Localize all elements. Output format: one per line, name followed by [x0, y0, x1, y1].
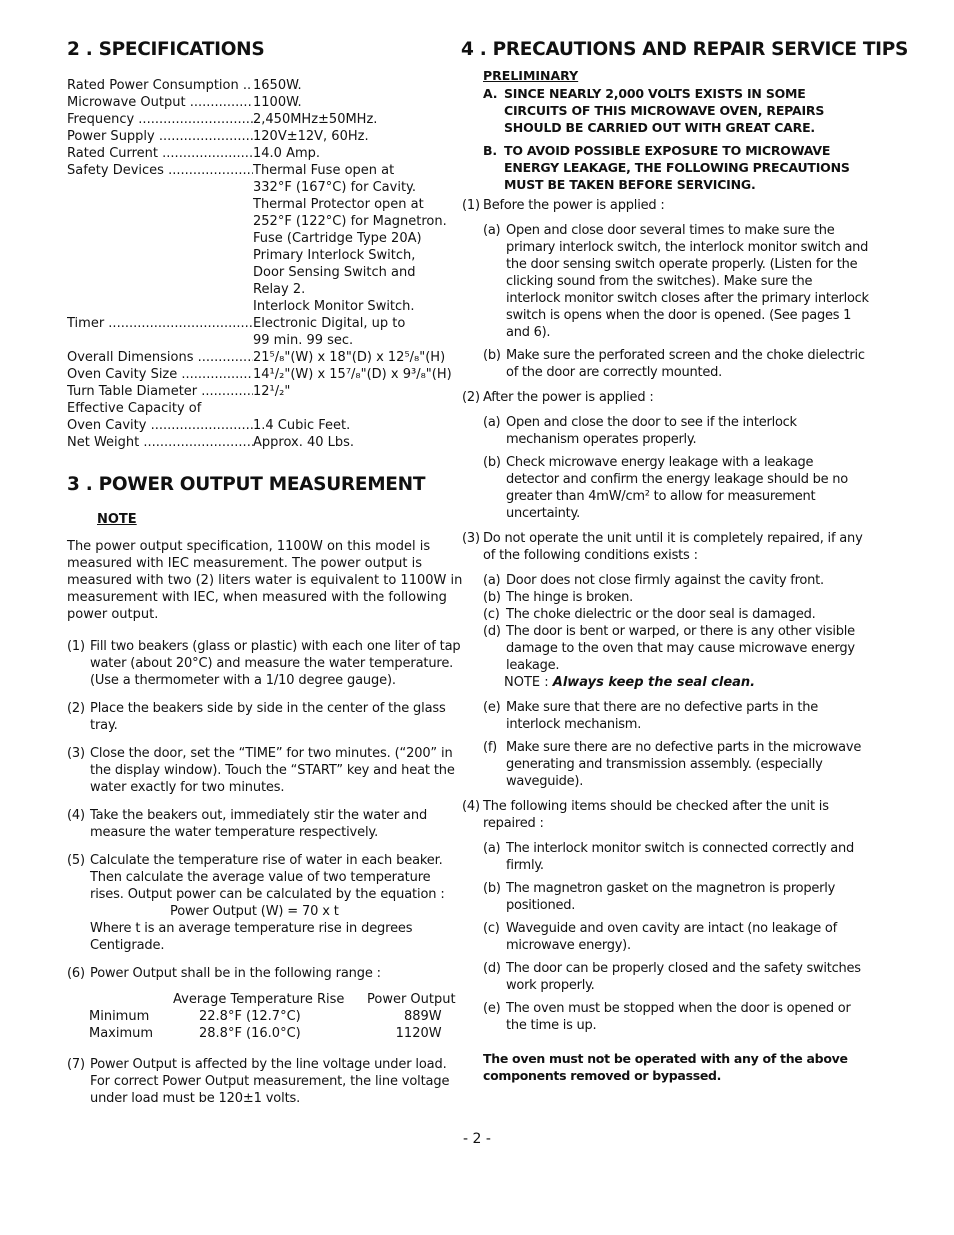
- item-letter: (b): [483, 348, 501, 363]
- col-temp-header: Average Temperature Rise: [173, 992, 345, 1007]
- spec-value: Relay 2.: [253, 282, 306, 297]
- range-row-min: [89, 1008, 456, 1025]
- step-5: [67, 852, 467, 954]
- spec-value: 2,450MHz±50MHz.: [253, 112, 378, 127]
- power-equation: Power Output (W) = 70 x t: [170, 904, 339, 919]
- spec-value: 14¹/₂"(W) x 15⁷/₈"(D) x 9³/₈"(H): [253, 367, 452, 382]
- spec-values: [253, 315, 467, 349]
- step-number: (2): [67, 701, 85, 716]
- spec-row: [67, 77, 467, 94]
- section-3-items-a: [462, 572, 869, 674]
- item-text: The door is bent or warped, or there is any other visible damage to the oven that may cause microwave energy leakage.: [506, 624, 855, 673]
- spec-value: 21⁵/₈"(W) x 18"(D) x 12⁵/₈"(H): [253, 350, 446, 365]
- spec-row: [67, 349, 467, 366]
- range-label: Maximum: [89, 1026, 154, 1041]
- spec-row: [67, 145, 467, 162]
- step-text: Power Output shall be in the following range :: [90, 966, 381, 981]
- item-text: The oven must be stopped when the door is opened or the time is up.: [506, 1001, 851, 1033]
- note-title: NOTE: [97, 512, 137, 527]
- note-text: Always keep the seal clean.: [552, 675, 756, 690]
- specifications-heading: 2 . SPECIFICATIONS: [67, 39, 265, 60]
- item-letter: (e): [483, 700, 501, 715]
- spec-value: Thermal Protector open at: [253, 197, 424, 212]
- seal-note: [483, 674, 869, 691]
- spec-row: [67, 128, 467, 145]
- step-1: [67, 638, 467, 689]
- sub-item: [462, 960, 869, 994]
- section-text: The following items should be checked after the unit is repaired :: [483, 799, 829, 831]
- spec-value: 252°F (122°C) for Magnetron.: [253, 214, 447, 229]
- range-power: 889W: [403, 1009, 442, 1024]
- item-letter: A.: [483, 86, 498, 101]
- item-text: Make sure that there are no defective parts in the interlock mechanism.: [506, 700, 819, 732]
- item-letter: (a): [483, 223, 501, 238]
- spec-label: Safety Devices .....: [67, 162, 253, 315]
- right-column: [461, 38, 909, 1084]
- section-2-items: [462, 414, 869, 522]
- spec-label: Frequency .....: [67, 111, 253, 128]
- spec-label: Effective Capacity of: [67, 401, 202, 416]
- item-letter: (d): [483, 961, 501, 976]
- specifications-table: [67, 77, 467, 451]
- spec-value: Interlock Monitor Switch.: [253, 299, 415, 314]
- section-number: (4): [462, 799, 480, 814]
- power-output-intro: The power output specification, 1100W on this model is measured with IEC measurement. The power output is measured with two (2) liters water is equivalent to 1100W in measurement with IEC, when measured with the following power output.: [67, 539, 463, 622]
- range-row-max: [89, 1025, 456, 1042]
- range-temp: 28.8°F (16.0°C): [199, 1026, 301, 1041]
- spec-row: [67, 315, 467, 349]
- step-number: (5): [67, 853, 85, 868]
- power-output-heading: 3 . POWER OUTPUT MEASUREMENT: [67, 474, 426, 495]
- step-text: Calculate the temperature rise of water in each beaker. Then calculate the average value of two temperature rises. Output power can be calculated by the equation :: [90, 853, 445, 902]
- item-letter: (c): [483, 921, 500, 936]
- section-number: (1): [462, 198, 480, 213]
- item-text: The hinge is broken.: [506, 590, 633, 605]
- spec-label: Oven Cavity Size .....: [67, 366, 253, 383]
- spec-row: [67, 162, 467, 315]
- spec-row: [67, 417, 467, 434]
- spec-label: Rated Power Consumption ..: [67, 78, 252, 93]
- step-2: [67, 700, 467, 734]
- precaution-a: [483, 85, 869, 136]
- spec-label: Oven Cavity .....: [67, 417, 253, 434]
- sub-item: [462, 920, 869, 954]
- item-text: The choke dielectric or the door seal is damaged.: [506, 607, 816, 622]
- step-text: Power Output is affected by the line voltage under load. For correct Power Output measurement, the line voltage under load must be 120±1 volts.: [90, 1057, 450, 1106]
- section-1: [462, 197, 869, 214]
- item-text: Check microwave energy leakage with a leakage detector and confirm the energy leakage should be no greater than 4mW/cm² to allow for measurement uncertainty.: [506, 455, 848, 521]
- sub-item: [462, 1000, 869, 1034]
- step-text: Place the beakers side by side in the center of the glass tray.: [90, 701, 446, 733]
- step-7: [67, 1056, 467, 1107]
- item-text: Make sure the perforated screen and the choke dielectric of the door are correctly mounted.: [506, 348, 865, 380]
- spec-value: 332°F (167°C) for Cavity.: [253, 180, 417, 195]
- step-3: [67, 745, 467, 796]
- sub-item: [462, 606, 869, 623]
- item-letter: (a): [483, 415, 501, 430]
- spec-row: [67, 366, 467, 383]
- item-text: Door does not close firmly against the cavity front.: [506, 573, 824, 588]
- operation-warning: The oven must not be operated with any of the above components removed or bypassed.: [483, 1051, 848, 1083]
- power-range-table: [89, 991, 456, 1042]
- spec-value: 1100W.: [253, 95, 302, 110]
- left-column: [67, 38, 467, 1107]
- sub-item: [462, 880, 869, 914]
- step-6: [67, 965, 467, 982]
- step-number: (6): [67, 966, 85, 981]
- spec-values: [253, 383, 467, 400]
- item-text: TO AVOID POSSIBLE EXPOSURE TO MICROWAVE ENERGY LEAKAGE, THE FOLLOWING PRECAUTIONS MUST BE TAKEN BEFORE SERVICING.: [504, 143, 850, 192]
- range-label: Minimum: [89, 1009, 150, 1024]
- preliminary-title: PRELIMINARY: [483, 68, 579, 83]
- sub-item: [462, 623, 869, 674]
- spec-values: [253, 128, 467, 145]
- spec-row: [67, 94, 467, 111]
- item-letter: (b): [483, 455, 501, 470]
- precaution-b: [483, 142, 869, 193]
- item-letter: (a): [483, 841, 501, 856]
- precautions-heading: 4 . PRECAUTIONS AND REPAIR SERVICE TIPS: [461, 39, 909, 60]
- sub-item: [462, 454, 869, 522]
- spec-values: [253, 111, 467, 128]
- sub-item: [462, 840, 869, 874]
- spec-value: Fuse (Cartridge Type 20A): [253, 231, 422, 246]
- spec-value: 12¹/₂": [253, 384, 291, 399]
- col-power-header: Power Output: [367, 992, 456, 1007]
- spec-values: [253, 77, 467, 94]
- item-text: Waveguide and oven cavity are intact (no leakage of microwave energy).: [506, 921, 837, 953]
- spec-label: Microwave Output .....: [67, 94, 253, 111]
- spec-values: [253, 400, 467, 417]
- spec-value: 14.0 Amp.: [253, 146, 321, 161]
- spec-value: Electronic Digital, up to: [253, 316, 406, 331]
- step-number: (3): [67, 746, 85, 761]
- section-4: [462, 798, 869, 832]
- section-number: (3): [462, 531, 480, 546]
- item-text: Open and close door several times to make sure the primary interlock switch, the interlock monitor switch and the door sensing switch operate properly. (Listen for the clicking sound from the switches). Make sure the interlock monitor switch closes after the primary interlock switch is opens when the door is opened. (See pages 1 and 6).: [506, 223, 869, 340]
- spec-values: [253, 417, 467, 434]
- section-text: Do not operate the unit until it is completely repaired, if any of the following conditions exists :: [483, 531, 863, 563]
- item-letter: (e): [483, 1001, 501, 1016]
- item-text: The magnetron gasket on the magnetron is properly positioned.: [506, 881, 836, 913]
- item-letter: (f): [483, 740, 497, 755]
- item-letter: (b): [483, 590, 501, 605]
- step-number: (1): [67, 639, 85, 654]
- spec-label: Rated Current .....: [67, 145, 253, 162]
- item-letter: (c): [483, 607, 500, 622]
- item-text: Make sure there are no defective parts in the microwave generating and transmission assembly. (especially waveguide).: [506, 740, 862, 789]
- item-text: Open and close the door to see if the interlock mechanism operates properly.: [506, 415, 797, 447]
- spec-values: [253, 349, 467, 366]
- section-3: [462, 530, 869, 564]
- sub-item: [462, 699, 869, 733]
- section-4-items: [462, 840, 869, 1034]
- spec-row: [67, 434, 467, 451]
- spec-values: [253, 94, 467, 111]
- spec-label: Power Supply .....: [67, 128, 253, 145]
- spec-row: [67, 400, 467, 417]
- item-letter: (d): [483, 624, 501, 639]
- item-letter: B.: [483, 143, 497, 158]
- section-1-items: [462, 222, 869, 381]
- spec-value: Approx. 40 Lbs.: [253, 435, 355, 450]
- spec-value: Primary Interlock Switch,: [253, 248, 416, 263]
- equation-where: Where t is an average temperature rise in degrees Centigrade.: [90, 921, 413, 953]
- spec-value: Thermal Fuse open at: [253, 163, 395, 178]
- step-text: Take the beakers out, immediately stir the water and measure the water temperature respectively.: [90, 808, 428, 840]
- spec-label: Overall Dimensions .....: [67, 349, 253, 366]
- spec-value: Door Sensing Switch and: [253, 265, 416, 280]
- spec-row: [67, 111, 467, 128]
- spec-label: Timer .....: [67, 315, 253, 349]
- step-number: (4): [67, 808, 85, 823]
- spec-values: [253, 434, 467, 451]
- spec-row: [67, 383, 467, 400]
- item-text: The door can be properly closed and the safety switches work properly.: [506, 961, 861, 993]
- section-text: Before the power is applied :: [483, 198, 665, 213]
- section-2: [462, 389, 869, 406]
- item-letter: (b): [483, 881, 501, 896]
- spec-value: 99 min. 99 sec.: [253, 333, 354, 348]
- sub-item: [462, 222, 869, 341]
- range-power: 1120W: [395, 1026, 442, 1041]
- spec-label: Turn Table Diameter .....: [67, 383, 253, 400]
- step-number: (7): [67, 1057, 85, 1072]
- step-4: [67, 807, 467, 841]
- sub-item: [462, 739, 869, 790]
- section-text: After the power is applied :: [483, 390, 654, 405]
- spec-value: 1650W.: [253, 78, 302, 93]
- section-3-items-b: [462, 699, 869, 790]
- note-label: NOTE :: [504, 675, 549, 690]
- step-text: Fill two beakers (glass or plastic) with each one liter of tap water (about 20°C) and measure the water temperature. (Use a thermometer with a 1/10 degree gauge).: [90, 639, 461, 688]
- range-temp: 22.8°F (12.7°C): [199, 1009, 301, 1024]
- spec-value: 120V±12V, 60Hz.: [253, 129, 369, 144]
- sub-item: [462, 589, 869, 606]
- measurement-steps: [67, 638, 467, 841]
- spec-values: [253, 162, 467, 315]
- item-text: SINCE NEARLY 2,000 VOLTS EXISTS IN SOME CIRCUITS OF THIS MICROWAVE OVEN, REPAIRS SHOULD BE CARRIED OUT WITH GREAT CARE.: [504, 86, 825, 135]
- sub-item: [462, 347, 869, 381]
- sub-item: [462, 414, 869, 448]
- item-letter: (a): [483, 573, 501, 588]
- item-text: The interlock monitor switch is connected correctly and firmly.: [506, 841, 854, 873]
- sub-item: [462, 572, 869, 589]
- section-number: (2): [462, 390, 480, 405]
- spec-values: [253, 145, 467, 162]
- page-number: - 2 -: [463, 1131, 491, 1147]
- step-text: Close the door, set the “TIME” for two minutes. (“200” in the display window). Touch the “START” key and heat the water exactly for two minutes.: [90, 746, 455, 795]
- spec-label: Net Weight .....: [67, 434, 253, 451]
- spec-value: 1.4 Cubic Feet.: [253, 418, 351, 433]
- spec-values: [253, 366, 467, 383]
